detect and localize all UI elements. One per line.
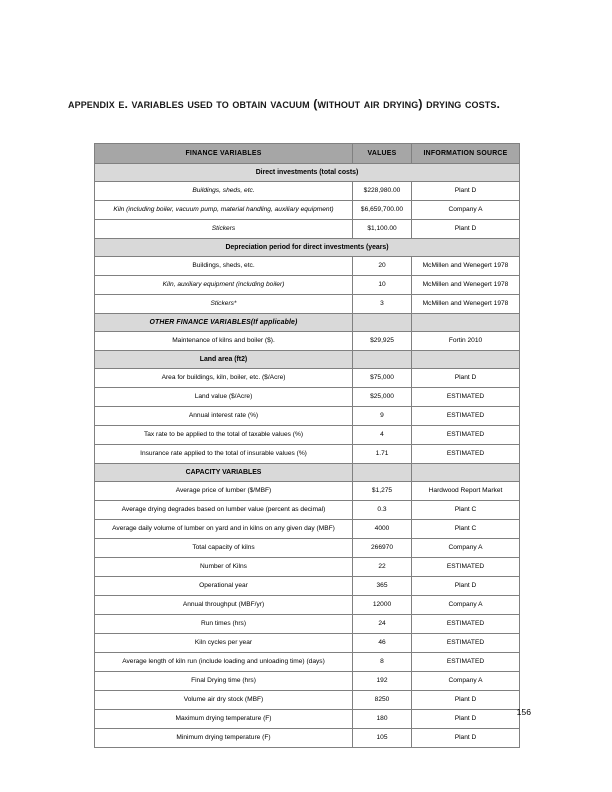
variables-table [94, 143, 520, 748]
variable-source-cell: Plant C [412, 501, 520, 520]
table-row [95, 220, 520, 239]
variable-value-cell: 365 [353, 577, 412, 596]
variable-name-cell: Kiln cycles per year [95, 634, 353, 653]
variable-value-cell: 1.71 [353, 445, 412, 464]
variable-source-cell: Plant D [412, 182, 520, 201]
table-row [95, 445, 520, 464]
variable-name-cell: Kiln (including boiler, vacuum pump, material handling, auxiliary equipment) [95, 201, 353, 220]
variable-name-cell: Minimum drying temperature (F) [95, 729, 353, 748]
table-row [95, 369, 520, 388]
variable-value-cell: 24 [353, 615, 412, 634]
section-value-blank [353, 351, 412, 369]
variables-table-container [94, 143, 519, 748]
table-section-row [95, 314, 520, 332]
table-row [95, 201, 520, 220]
variable-value-cell: $25,000 [353, 388, 412, 407]
variable-name-cell: Final Drying time (hrs) [95, 672, 353, 691]
variable-name-cell: Average price of lumber ($/MBF) [95, 482, 353, 501]
table-row [95, 615, 520, 634]
table-row [95, 729, 520, 748]
section-label: Land area (ft2) [95, 351, 353, 369]
table-row [95, 426, 520, 445]
variable-value-cell: 10 [353, 276, 412, 295]
variable-name-cell: Maximum drying temperature (F) [95, 710, 353, 729]
table-header [95, 144, 520, 164]
variable-value-cell: $75,000 [353, 369, 412, 388]
table-row [95, 634, 520, 653]
variable-name-cell: Operational year [95, 577, 353, 596]
variable-name-cell: Volume air dry stock (MBF) [95, 691, 353, 710]
table-row [95, 672, 520, 691]
section-label: Direct investments (total costs) [95, 164, 520, 182]
variable-name-cell: Kiln, auxiliary equipment (including boiler) [95, 276, 353, 295]
table-row [95, 182, 520, 201]
variable-value-cell: 46 [353, 634, 412, 653]
variable-name-cell: Area for buildings, kiln, boiler, etc. ($/Acre) [95, 369, 353, 388]
variable-source-cell: Hardwood Report Market [412, 482, 520, 501]
variable-source-cell: ESTIMATED [412, 615, 520, 634]
variable-name-cell: Maintenance of kilns and boiler ($). [95, 332, 353, 351]
table-row [95, 539, 520, 558]
variable-source-cell: McMillen and Wenegert 1978 [412, 257, 520, 276]
variable-name-cell: Tax rate to be applied to the total of taxable values (%) [95, 426, 353, 445]
table-row [95, 388, 520, 407]
column-header-values: VALUES [353, 144, 412, 164]
section-label: CAPACITY VARIABLES [95, 464, 353, 482]
variable-value-cell: 192 [353, 672, 412, 691]
table-header-row [95, 144, 520, 164]
variable-value-cell: $1,275 [353, 482, 412, 501]
variable-source-cell: ESTIMATED [412, 388, 520, 407]
variable-value-cell: 266970 [353, 539, 412, 558]
variable-value-cell: 22 [353, 558, 412, 577]
variable-name-cell: Total capacity of kilns [95, 539, 353, 558]
section-value-blank [353, 314, 412, 332]
variable-source-cell: Company A [412, 672, 520, 691]
variable-name-cell: Buildings, sheds, etc. [95, 257, 353, 276]
variable-value-cell: $6,659,700.00 [353, 201, 412, 220]
section-value-blank [353, 464, 412, 482]
table-row [95, 596, 520, 615]
table-row [95, 276, 520, 295]
column-header-finance-variables: FINANCE VARIABLES [95, 144, 353, 164]
table-row [95, 295, 520, 314]
variable-name-cell: Land value ($/Acre) [95, 388, 353, 407]
variable-source-cell: Plant D [412, 691, 520, 710]
section-source-blank [412, 351, 520, 369]
variable-name-cell: Buildings, sheds, etc. [95, 182, 353, 201]
variable-source-cell: Fortin 2010 [412, 332, 520, 351]
variable-source-cell: Plant D [412, 220, 520, 239]
variable-name-cell: Stickers [95, 220, 353, 239]
variable-name-cell: Average daily volume of lumber on yard and in kilns on any given day (MBF) [95, 520, 353, 539]
section-source-blank [412, 314, 520, 332]
table-row [95, 577, 520, 596]
page-number: 156 [516, 707, 531, 717]
table-row [95, 257, 520, 276]
variable-value-cell: $1,100.00 [353, 220, 412, 239]
table-section-row [95, 464, 520, 482]
variable-name-cell: Average drying degrades based on lumber value (percent as decimal) [95, 501, 353, 520]
variable-name-cell: Insurance rate applied to the total of insurable values (%) [95, 445, 353, 464]
variable-value-cell: 4 [353, 426, 412, 445]
variable-source-cell: ESTIMATED [412, 426, 520, 445]
table-section-row [95, 239, 520, 257]
variable-name-cell: Annual interest rate (%) [95, 407, 353, 426]
variable-source-cell: Plant D [412, 710, 520, 729]
table-row [95, 558, 520, 577]
variable-source-cell: Plant D [412, 729, 520, 748]
variable-value-cell: 3 [353, 295, 412, 314]
column-header-information-source: INFORMATION SOURCE [412, 144, 520, 164]
variable-source-cell: Company A [412, 539, 520, 558]
variable-source-cell: McMillen and Wenegert 1978 [412, 276, 520, 295]
section-label: OTHER FINANCE VARIABLES(If applicable) [95, 314, 353, 332]
table-row [95, 653, 520, 672]
table-row [95, 482, 520, 501]
variable-value-cell: 180 [353, 710, 412, 729]
table-row [95, 520, 520, 539]
variable-source-cell: Plant D [412, 369, 520, 388]
variable-name-cell: Stickers* [95, 295, 353, 314]
variable-source-cell: ESTIMATED [412, 653, 520, 672]
table-row [95, 407, 520, 426]
variable-value-cell: 105 [353, 729, 412, 748]
variable-value-cell: 8250 [353, 691, 412, 710]
variable-value-cell: $228,980.00 [353, 182, 412, 201]
section-source-blank [412, 464, 520, 482]
table-section-row [95, 164, 520, 182]
page-title: appendix e. variables used to obtain vacuum (without air drying) drying costs. [68, 97, 500, 111]
variable-value-cell: 12000 [353, 596, 412, 615]
variable-value-cell: 0.3 [353, 501, 412, 520]
variable-name-cell: Run times (hrs) [95, 615, 353, 634]
table-section-row [95, 351, 520, 369]
variable-value-cell: 9 [353, 407, 412, 426]
variable-value-cell: 4000 [353, 520, 412, 539]
variable-source-cell: ESTIMATED [412, 407, 520, 426]
variable-source-cell: ESTIMATED [412, 558, 520, 577]
variable-value-cell: 20 [353, 257, 412, 276]
table-body [95, 164, 520, 748]
variable-source-cell: McMillen and Wenegert 1978 [412, 295, 520, 314]
variable-source-cell: Plant C [412, 520, 520, 539]
variable-source-cell: Company A [412, 596, 520, 615]
variable-name-cell: Annual throughput (MBF/yr) [95, 596, 353, 615]
table-row [95, 501, 520, 520]
variable-name-cell: Number of Kilns [95, 558, 353, 577]
variable-source-cell: Company A [412, 201, 520, 220]
variable-source-cell: Plant D [412, 577, 520, 596]
variable-name-cell: Average length of kiln run (include loading and unloading time) (days) [95, 653, 353, 672]
variable-source-cell: ESTIMATED [412, 634, 520, 653]
variable-source-cell: ESTIMATED [412, 445, 520, 464]
variable-value-cell: 8 [353, 653, 412, 672]
section-label: Depreciation period for direct investments (years) [95, 239, 520, 257]
variable-value-cell: $29,925 [353, 332, 412, 351]
table-row [95, 332, 520, 351]
